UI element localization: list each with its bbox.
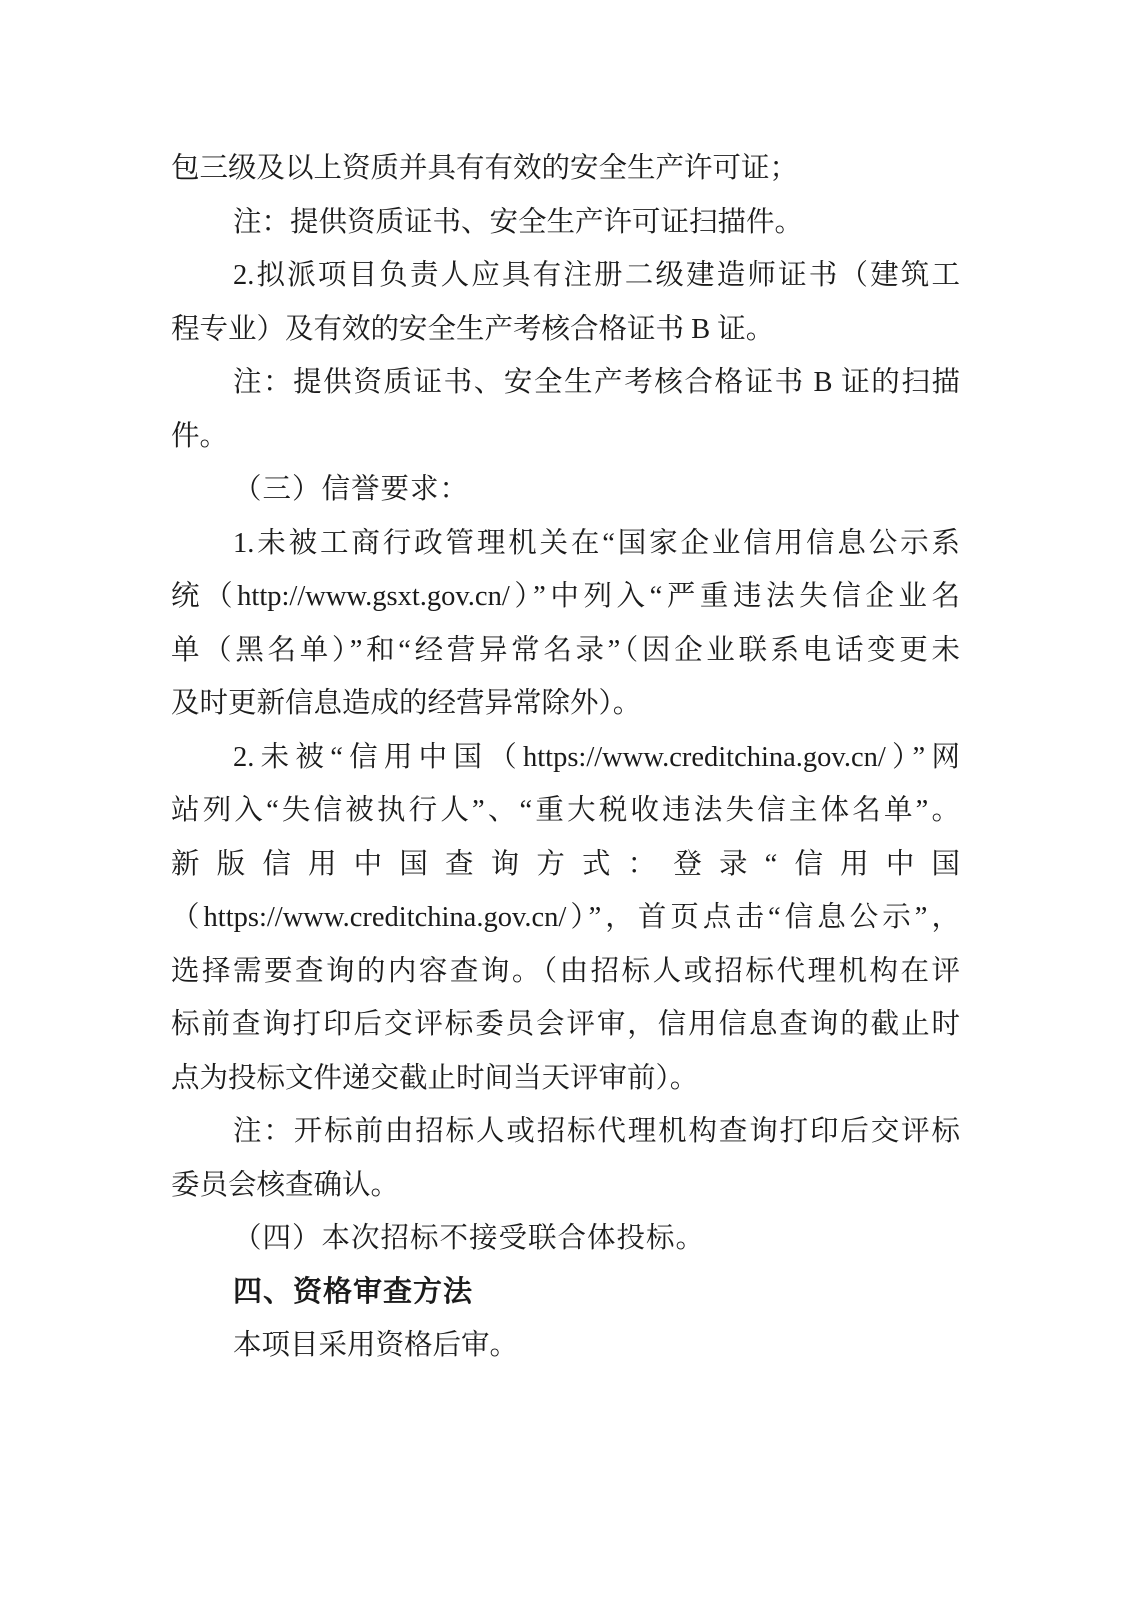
line-note-verification: 注：开标前由招标人或招标代理机构查询打印后交评标 — [233, 1116, 960, 1147]
line-note-qualification-scan: 注：提供资质证书、安全生产许可证扫描件。 — [233, 206, 804, 238]
line-note-b-cert-scan: 注：提供资质证书、安全生产考核合格证书 B 证的扫描 — [233, 367, 960, 398]
line-note-b-cert-scan-cont: 件。 — [171, 420, 229, 452]
line-item-4-no-consortium-bid: （四）本次招标不接受联合体投标。 — [233, 1223, 706, 1254]
line-credit-item-2-cont-2: 新版信用中国查询方式：登录“信用中国 — [171, 848, 960, 880]
line-note-verification-cont: 委员会核查确认。 — [171, 1169, 400, 1201]
heading-section-3-credit-requirements: （三）信誉要求： — [233, 474, 470, 505]
line-credit-item-2-cont-4: 选择需要查询的内容查询。（由招标人或招标代理机构在评 — [171, 955, 960, 987]
heading-section-4-qualification-review-method: 四、资格审查方法 — [233, 1275, 474, 1308]
line-credit-item-2: 2.未被“信用中国（https://www.creditchina.gov.cn/）”网 — [233, 741, 960, 773]
line-item-2-project-manager: 2.拟派项目负责人应具有注册二级建造师证书（建筑工 — [233, 260, 960, 291]
line-credit-item-1-cont-3: 及时更新信息造成的经营异常除外）。 — [171, 688, 642, 719]
line-credit-item-1: 1.未被工商行政管理机关在“国家企业信用信息公示系 — [233, 527, 960, 559]
line-credit-item-2-cont-5: 标前查询打印后交评标委员会评审，信用信息查询的截止时 — [171, 1009, 960, 1040]
line-credit-item-2-cont-6: 点为投标文件递交截止时间当天评审前）。 — [171, 1062, 699, 1094]
line-subcontract-qualification-tail: 包三级及以上资质并具有有效的安全生产许可证； — [171, 153, 799, 184]
line-item-2-project-manager-cont: 程专业）及有效的安全生产考核合格证书 B 证。 — [171, 313, 775, 345]
document-body — [171, 142, 960, 1373]
line-credit-item-1-cont-2: 单（黑名单）”和“经营异常名录”（因企业联系电话变更未 — [171, 634, 960, 666]
line-credit-item-2-cont-1: 站列入“失信被执行人”、“重大税收违法失信主体名单”。 — [171, 795, 960, 826]
line-credit-item-2-cont-3: （https://www.creditchina.gov.cn/）”，首页点击“信息公示”， — [171, 902, 960, 933]
line-post-qualification-review: 本项目采用资格后审。 — [233, 1330, 519, 1361]
line-credit-item-1-cont-1: 统（http://www.gsxt.gov.cn/）”中列入“严重违法失信企业名 — [171, 581, 960, 612]
